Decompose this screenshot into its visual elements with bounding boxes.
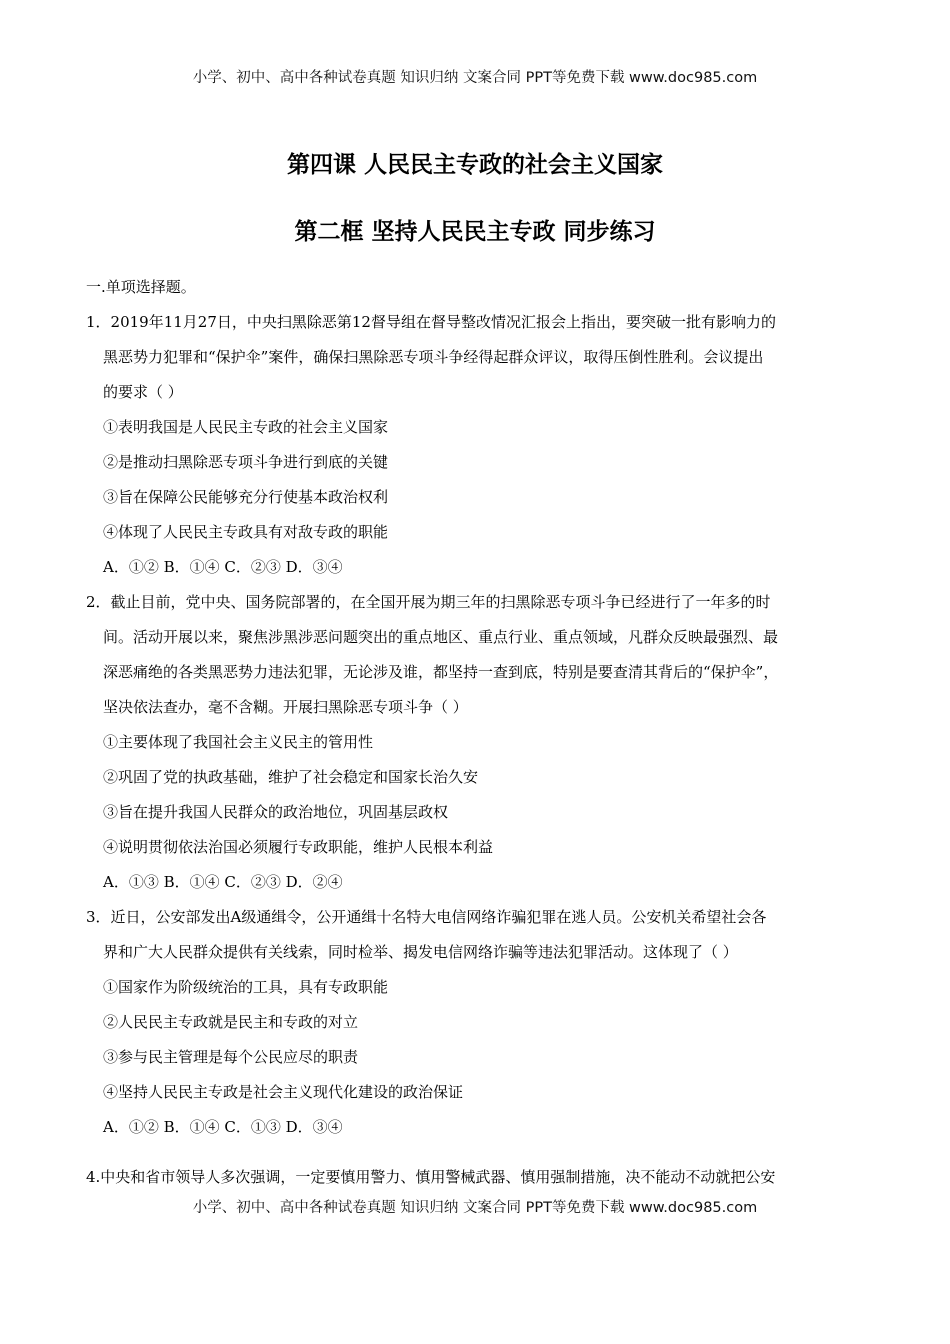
option: ①主要体现了我国社会主义民主的管用性 [103, 733, 374, 751]
question-line: 间。活动开展以来，聚焦涉黑涉恶问题突出的重点地区、重点行业、重点领域，凡群众反映最强烈、最 [103, 628, 779, 646]
question-line: 坚决依法查办，毫不含糊。开展扫黑除恶专项斗争（ ） [103, 698, 468, 716]
option: ②是推动扫黑除恶专项斗争进行到底的关键 [103, 453, 389, 471]
question-line: 深恶痛绝的各类黑恶势力违法犯罪，无论涉及谁，都坚持一查到底，特别是要查清其背后的“保护伞”， [103, 663, 779, 681]
question-line: 的要求（ ） [103, 383, 183, 401]
option: ①表明我国是人民民主专政的社会主义国家 [103, 418, 389, 436]
option: ②人民民主专政就是民主和专政的对立 [103, 1013, 359, 1031]
option: ④说明贯彻依法治国必须履行专政职能，维护人民根本利益 [103, 838, 494, 856]
question-2 [86, 585, 876, 900]
question-line: 界和广大人民群众提供有关线索，同时检举、揭发电信网络诈骗等违法犯罪活动。这体现了（ ） [103, 943, 738, 961]
lesson-title: 第四课 人民民主专政的社会主义国家 [286, 152, 663, 178]
question-line: 2．截止目前，党中央、国务院部署的，在全国开展为期三年的扫黑除恶专项斗争已经进行了一年多的时 [86, 593, 771, 611]
footer-banner: 小学、初中、高中各种试卷真题 知识归纳 文案合同 PPT等免费下载 www.doc985.com [192, 1200, 758, 1216]
section-title: 第二框 坚持人民民主专政 同步练习 [294, 219, 656, 245]
option: ③旨在保障公民能够充分行使基本政治权利 [103, 488, 389, 506]
question-4-start: 4.中央和省市领导人多次强调，一定要慎用警力、慎用警械武器、慎用强制措施，决不能动不动就把公安 [86, 1168, 776, 1186]
question-line: 黑恶势力犯罪和“保护伞”案件，确保扫黑除恶专项斗争经得起群众评议，取得压倒性胜利。会议提出 [103, 348, 764, 366]
question-line: 3．近日，公安部发出A级通缉令，公开通缉十名特大电信网络诈骗犯罪在逃人员。公安机关希望社会各 [86, 908, 767, 926]
option: ①国家作为阶级统治的工具，具有专政职能 [103, 978, 389, 996]
answer-choices: A．①② B．①④ C．②③ D．③④ [103, 558, 343, 576]
section-heading: 一.单项选择题。 [86, 278, 196, 296]
option: ④体现了人民民主专政具有对敌专政的职能 [103, 523, 389, 541]
option: ③参与民主管理是每个公民应尽的职责 [103, 1048, 359, 1066]
answer-choices: A．①③ B．①④ C．②③ D．②④ [103, 873, 343, 891]
question-content [86, 270, 876, 1145]
question-line: 1．2019年11月27日，中央扫黑除恶第12督导组在督导整改情况汇报会上指出，要突破一批有影响力的 [86, 313, 776, 331]
answer-choices: A．①② B．①④ C．①③ D．③④ [103, 1118, 343, 1136]
question-1 [86, 305, 876, 585]
option: ②巩固了党的执政基础，维护了社会稳定和国家长治久安 [103, 768, 479, 786]
option: ③旨在提升我国人民群众的政治地位，巩固基层政权 [103, 803, 449, 821]
header-banner: 小学、初中、高中各种试卷真题 知识归纳 文案合同 PPT等免费下载 www.doc985.com [192, 70, 758, 86]
question-3 [86, 900, 876, 1145]
option: ④坚持人民民主专政是社会主义现代化建设的政治保证 [103, 1083, 464, 1101]
